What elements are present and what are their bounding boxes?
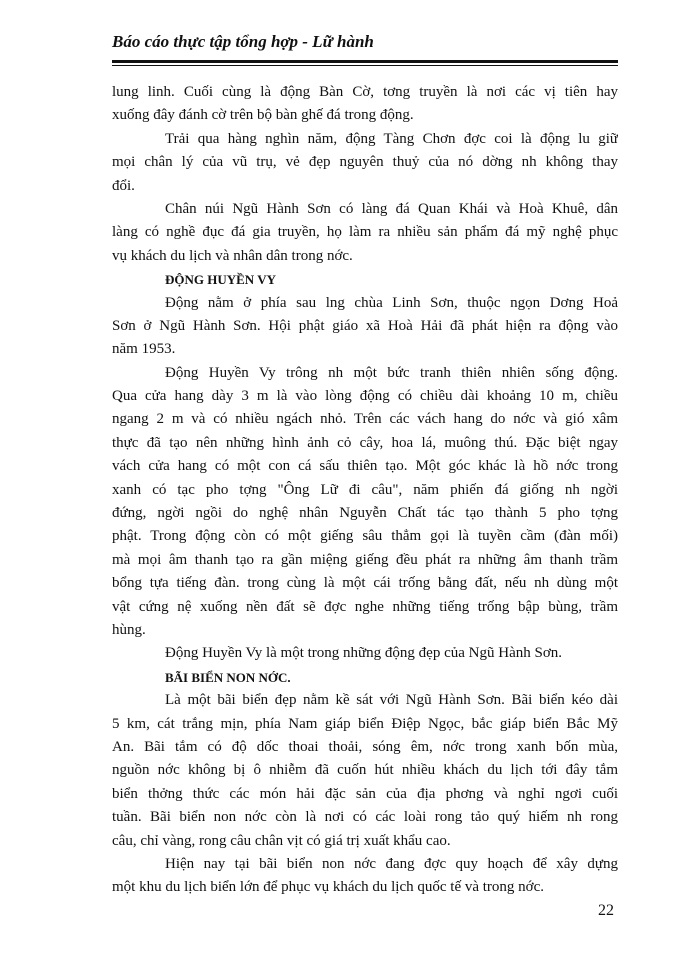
header-rule-thin bbox=[112, 65, 618, 66]
text-line: thực đã tạo nên những hình ảnh cỏ cây, hoa lá, muông thú. Đặc biệt ngay bbox=[112, 434, 618, 451]
text-line: nguồn nớc không bị ô nhiễm đã cuốn hút nhiều khách du lịch tới đây tắm bbox=[112, 762, 618, 779]
document-body bbox=[112, 81, 618, 900]
text-line: 5 km, cát trắng mịn, phía Nam giáp biển Điệp Ngọc, bắc giáp biển Bắc Mỹ bbox=[112, 715, 618, 732]
text-line: Động Huyền Vy trông nh một bức tranh thiên nhiên sống động. bbox=[165, 364, 618, 381]
text-line: câu, chỉ vàng, rong câu chân vịt có giá trị xuất khẩu cao. bbox=[112, 832, 451, 849]
text-line: An. Bãi tắm có độ dốc thoai thoải, sóng êm, nớc trong xanh bốn mùa, bbox=[112, 738, 618, 755]
text-line: Động nằm ở phía sau lng chùa Linh Sơn, thuộc ngọn Dơng Hoả bbox=[165, 294, 618, 311]
text-line: vật cứng nệ xuống nền đất sẽ đợc nghe những tiếng trống bập bùng, trầm bbox=[112, 598, 618, 615]
section-heading: ĐỘNG HUYỀN VY bbox=[165, 272, 276, 288]
text-line: ngang 2 m và có nhiều ngách nhỏ. Trên các vách hang do nớc và gió xâm bbox=[112, 411, 618, 428]
text-line: tuần. Bãi biển non nớc còn là nơi có các loài rong tảo quý hiếm nh rong bbox=[112, 809, 618, 826]
text-line: bổng tựa tiếng đàn. trong cùng là một cái trống bằng đất, nếu nh dùng một bbox=[112, 575, 618, 592]
text-line: Qua cửa hang dày 3 m là vào lòng động có chiều dài khoảng 10 m, chiều bbox=[112, 388, 618, 405]
text-line: vách cửa hang có một con cá sấu thiên tạo. Một góc khác là hồ nớc trong bbox=[112, 458, 618, 475]
text-line: Sơn ở Ngũ Hành Sơn. Hội phật giáo xã Hoà Hải đã phát hiện ra động vào bbox=[112, 317, 618, 334]
text-line: hùng. bbox=[112, 621, 146, 638]
running-header: Báo cáo thực tập tổng hợp - Lữ hành bbox=[112, 32, 374, 51]
text-line: Là một bãi biển đẹp nằm kề sát với Ngũ Hành Sơn. Bãi biển kéo dài bbox=[165, 692, 618, 709]
text-line: mọi chân lý của vũ trụ, vẻ đẹp nguyên thuỷ của nó dờng nh không thay bbox=[112, 154, 618, 171]
text-line: đứng, ngời ngồi do nghệ nhân Nguyễn Chất tác tạo thành 5 pho tợng bbox=[112, 505, 618, 522]
text-line: phật. Trong động còn có một giếng sâu thẳm gọi là tuyền cầm (đàn mối) bbox=[112, 528, 618, 545]
text-line: mà mọi âm thanh tạo ra gần miệng giếng đều phát ra những âm thanh trầm bbox=[112, 551, 618, 568]
text-line: biển thởng thức các món hải đặc sản của địa phơng và nghỉ ngơi cuối bbox=[112, 785, 618, 802]
header-rule-thick bbox=[112, 60, 618, 63]
page-number: 22 bbox=[598, 902, 614, 919]
text-line: Trải qua hàng nghìn năm, động Tàng Chơn đợc coi là động lu giữ bbox=[165, 130, 618, 147]
text-line: một khu du lịch biển lớn để phục vụ khách du lịch quốc tế và trong nớc. bbox=[112, 879, 545, 896]
text-line: vụ khách du lịch và nhân dân trong nớc. bbox=[112, 247, 353, 264]
text-line: Chân núi Ngũ Hành Sơn có làng đá Quan Khái và Hoà Khuê, dân bbox=[165, 200, 618, 217]
text-line: đổi. bbox=[112, 177, 135, 194]
text-line: xanh có tạc pho tợng "Ông Lữ đi câu", năm phiến đá giống nh ngời bbox=[112, 481, 618, 498]
text-line: lung linh. Cuối cùng là động Bàn Cờ, tơng truyền là nơi các vị tiên hay bbox=[112, 84, 618, 100]
text-line: xuống đây đánh cờ trên bộ bàn ghế đá trong động. bbox=[112, 107, 414, 124]
text-line: năm 1953. bbox=[112, 341, 176, 358]
text-line: Động Huyền Vy là một trong những động đẹp của Ngũ Hành Sơn. bbox=[165, 645, 562, 662]
text-line: Hiện nay tại bãi biển non nớc đang đợc quy hoạch để xây dựng bbox=[165, 855, 618, 872]
section-heading: BÃI BIỂN NON NỚC. bbox=[165, 669, 291, 685]
text-line: làng có nghề đục đá gia truyền, họ làm ra nhiều sản phẩm đá mỹ nghệ phục bbox=[112, 224, 618, 241]
